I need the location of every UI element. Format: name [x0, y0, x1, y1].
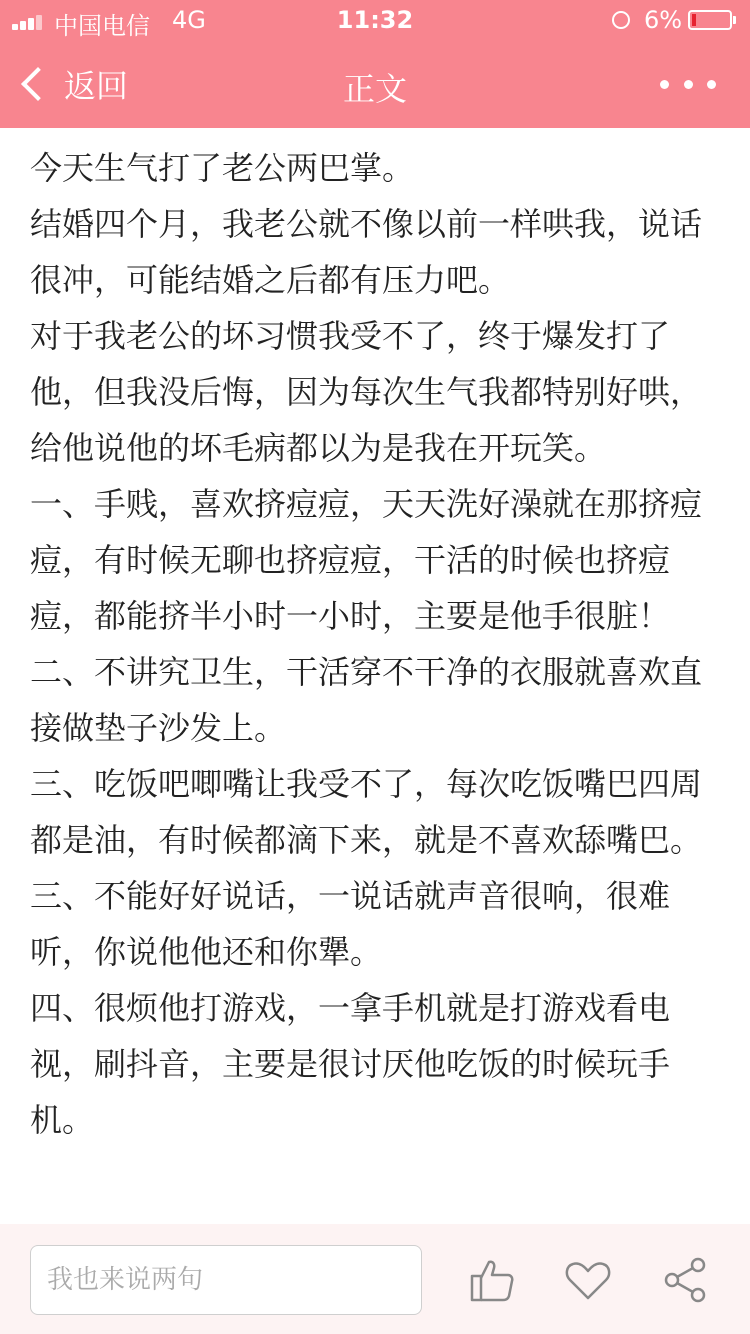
paragraph: 三、吃饭吧唧嘴让我受不了，每次吃饭嘴巴四周都是油，有时候都滴下来，就是不喜欢舔嘴巴。 [30, 765, 703, 859]
battery-percent: 6% [644, 6, 683, 34]
page-title: 正文 [342, 70, 407, 108]
network-type: 4G [172, 6, 206, 34]
comment-bar [0, 1224, 750, 1334]
paragraph: 今天生气打了老公两巴掌。 [30, 149, 415, 187]
clock: 11:32 [336, 6, 414, 34]
article-body [30, 140, 720, 1224]
paragraph: 三、不能好好说话，一说话就声音很响，很难听，你说他他还和你犟。 [30, 877, 671, 971]
thumbs-up-icon[interactable] [466, 1254, 518, 1306]
paragraph: 一、手贱，喜欢挤痘痘，天天洗好澡就在那挤痘痘，有时候无聊也挤痘痘，干活的时候也挤痘痘，都能挤半小时一小时，主要是他手很脏！ [30, 485, 703, 635]
heart-icon[interactable] [562, 1254, 614, 1306]
header [0, 0, 750, 128]
rotation-lock-icon [612, 11, 630, 29]
back-label: 返回 [64, 67, 129, 105]
paragraph: 二、不讲究卫生，干活穿不干净的衣服就喜欢直接做垫子沙发上。 [30, 653, 703, 747]
status-bar [0, 0, 750, 40]
paragraph: 四、很烦他打游戏，一拿手机就是打游戏看电视，刷抖音，主要是很讨厌他吃饭的时候玩手机。 [30, 989, 671, 1139]
share-icon[interactable] [660, 1254, 712, 1306]
paragraph: 结婚四个月，我老公就不像以前一样哄我，说话很冲，可能结婚之后都有压力吧。 [30, 205, 703, 299]
more-icon[interactable] [660, 64, 716, 104]
battery-icon [688, 10, 732, 30]
comment-input[interactable] [30, 1245, 422, 1315]
carrier-name: 中国电信 [54, 12, 150, 40]
nav-bar [0, 40, 750, 128]
paragraph: 对于我老公的坏习惯我受不了，终于爆发打了他，但我没后悔，因为每次生气我都特别好哄，给他说他的坏毛病都以为是我在开玩笑。 [30, 317, 703, 467]
